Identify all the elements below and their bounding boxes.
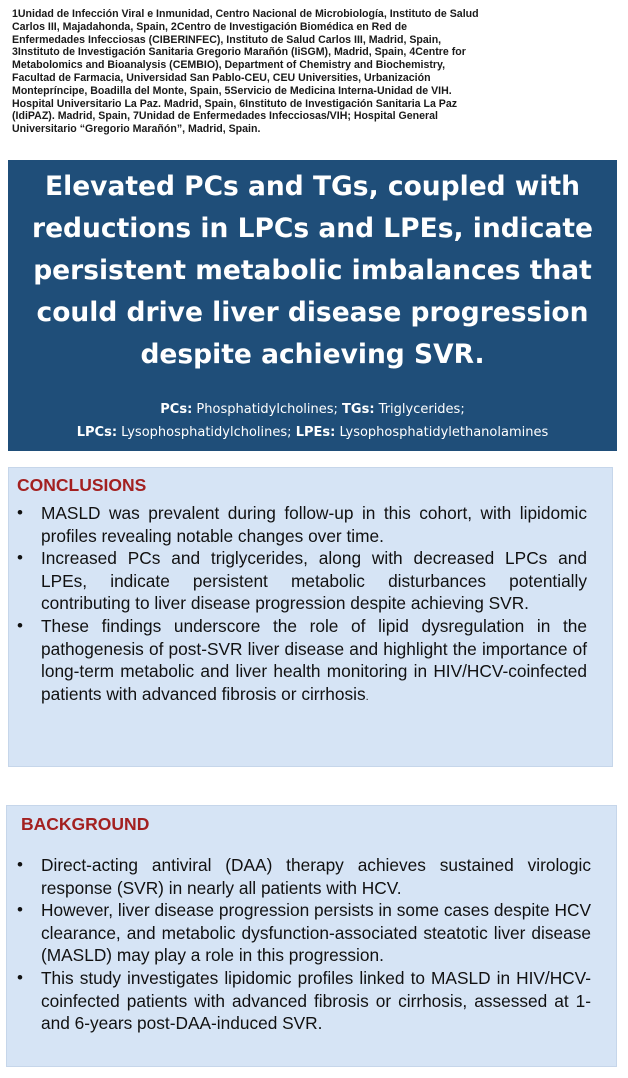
abbr-key-tgs: TGs: (342, 402, 375, 417)
background-heading: BACKGROUND (21, 814, 150, 834)
list-item (15, 854, 591, 899)
list-item-text: However, liver disease progression persists in some cases despite HCV clearance, and metabolic dysfunction-associated steatotic liver disease (MASLD) may play a role in this progression. (41, 900, 591, 966)
list-item-text: These findings underscore the role of lipid dysregulation in the pathogenesis of post-SVR liver disease and highlight the importance of long-term metabolic and liver health monitoring in HIV/HCV-coinfected patients with advanced fibrosis or cirrhosis (41, 615, 587, 704)
abbr-value-tgs: Triglycerides; (374, 402, 465, 417)
bullet-icon: • (17, 615, 23, 635)
list-item-tail: . (365, 690, 369, 703)
bullet-icon: • (17, 548, 23, 568)
conclusions-list (15, 502, 587, 708)
affiliations: 1Unidad de Infección Viral e Inmunidad, Centro Nacional de Microbiología, Instituto de Salud Carlos III, Majadahonda, Spain, 2Centro de Investigación Biomédica en Red de Enfermedades Infecciosas (CIBERINFEC), Instituto de Salud Carlos III, Madrid, Spain, 3Instituto de Investigación Sanitaria Gregorio Marañón (IiSGM), Madrid, Spain, 4Centre for Metabolomics and Bioanalysis (CEMBIO), Department of Chemistry and Biochemistry, Facultad de Farmacia, Universidad San Pablo-CEU, CEU Universities, Urbanización Montepríncipe, Boadilla del Monte, Spain, 5Servicio de Medicina Interna-Unidad de VIH. Hospital Universitario La Paz. Madrid, Spain, 6Instituto de Investigación Sanitaria La Paz (IdiPAZ). Madrid, Spain, 7Unidad de Enfermedades Infecciosas/VIH; Hospital General Universitario “Gregorio Marañón”, Madrid, Spain. (12, 8, 479, 136)
conclusions-heading: CONCLUSIONS (17, 475, 147, 495)
abbr-value-lpes: Lysophosphatidylethanolamines (335, 424, 549, 440)
background-section (6, 805, 617, 1067)
abbr-key-lpcs: LPCs: (76, 424, 118, 440)
key-finding-title: Elevated PCs and TGs, coupled with reductions in LPCs and LPEs, indicate persistent metabolic imbalances that could drive liver disease progression despite achieving SVR. (32, 171, 593, 370)
bullet-icon: • (17, 503, 23, 522)
bullet-icon: • (17, 967, 23, 987)
list-item (15, 615, 587, 708)
abbr-value-pcs: Phosphatidylcholines; (192, 402, 343, 417)
list-item-text: Increased PCs and triglycerides, along with decreased LPCs and LPEs, indicate persistent metabolic disturbances potentially contributing to liver disease progression despite achieving SVR. (41, 548, 587, 614)
abbr-key-lpes: LPEs: (295, 424, 336, 440)
conclusions-section (8, 467, 613, 767)
list-item (15, 502, 587, 547)
list-item-text: MASLD was prevalent during follow-up in this cohort, with lipidomic profiles revealing notable changes over time. (41, 503, 587, 546)
list-item (15, 547, 587, 615)
list-item (15, 899, 591, 967)
background-list (15, 854, 591, 1035)
bullet-icon: • (17, 855, 23, 874)
list-item-text: This study investigates lipidomic profiles linked to MASLD in HIV/HCV-coinfected patients with advanced fibrosis or cirrhosis, assessed at 1- and 6-years post-DAA-induced SVR. (41, 967, 591, 1034)
list-item (15, 967, 591, 1035)
list-item-text: Direct-acting antiviral (DAA) therapy achieves sustained virologic response (SVR) in nearly all patients with HCV. (41, 855, 591, 898)
abbr-key-pcs: PCs: (160, 402, 193, 417)
key-finding-banner (8, 160, 617, 451)
abbr-value-lpcs: Lysophosphatidylcholines; (117, 424, 296, 440)
bullet-icon: • (17, 900, 23, 920)
abbreviations (14, 399, 611, 444)
